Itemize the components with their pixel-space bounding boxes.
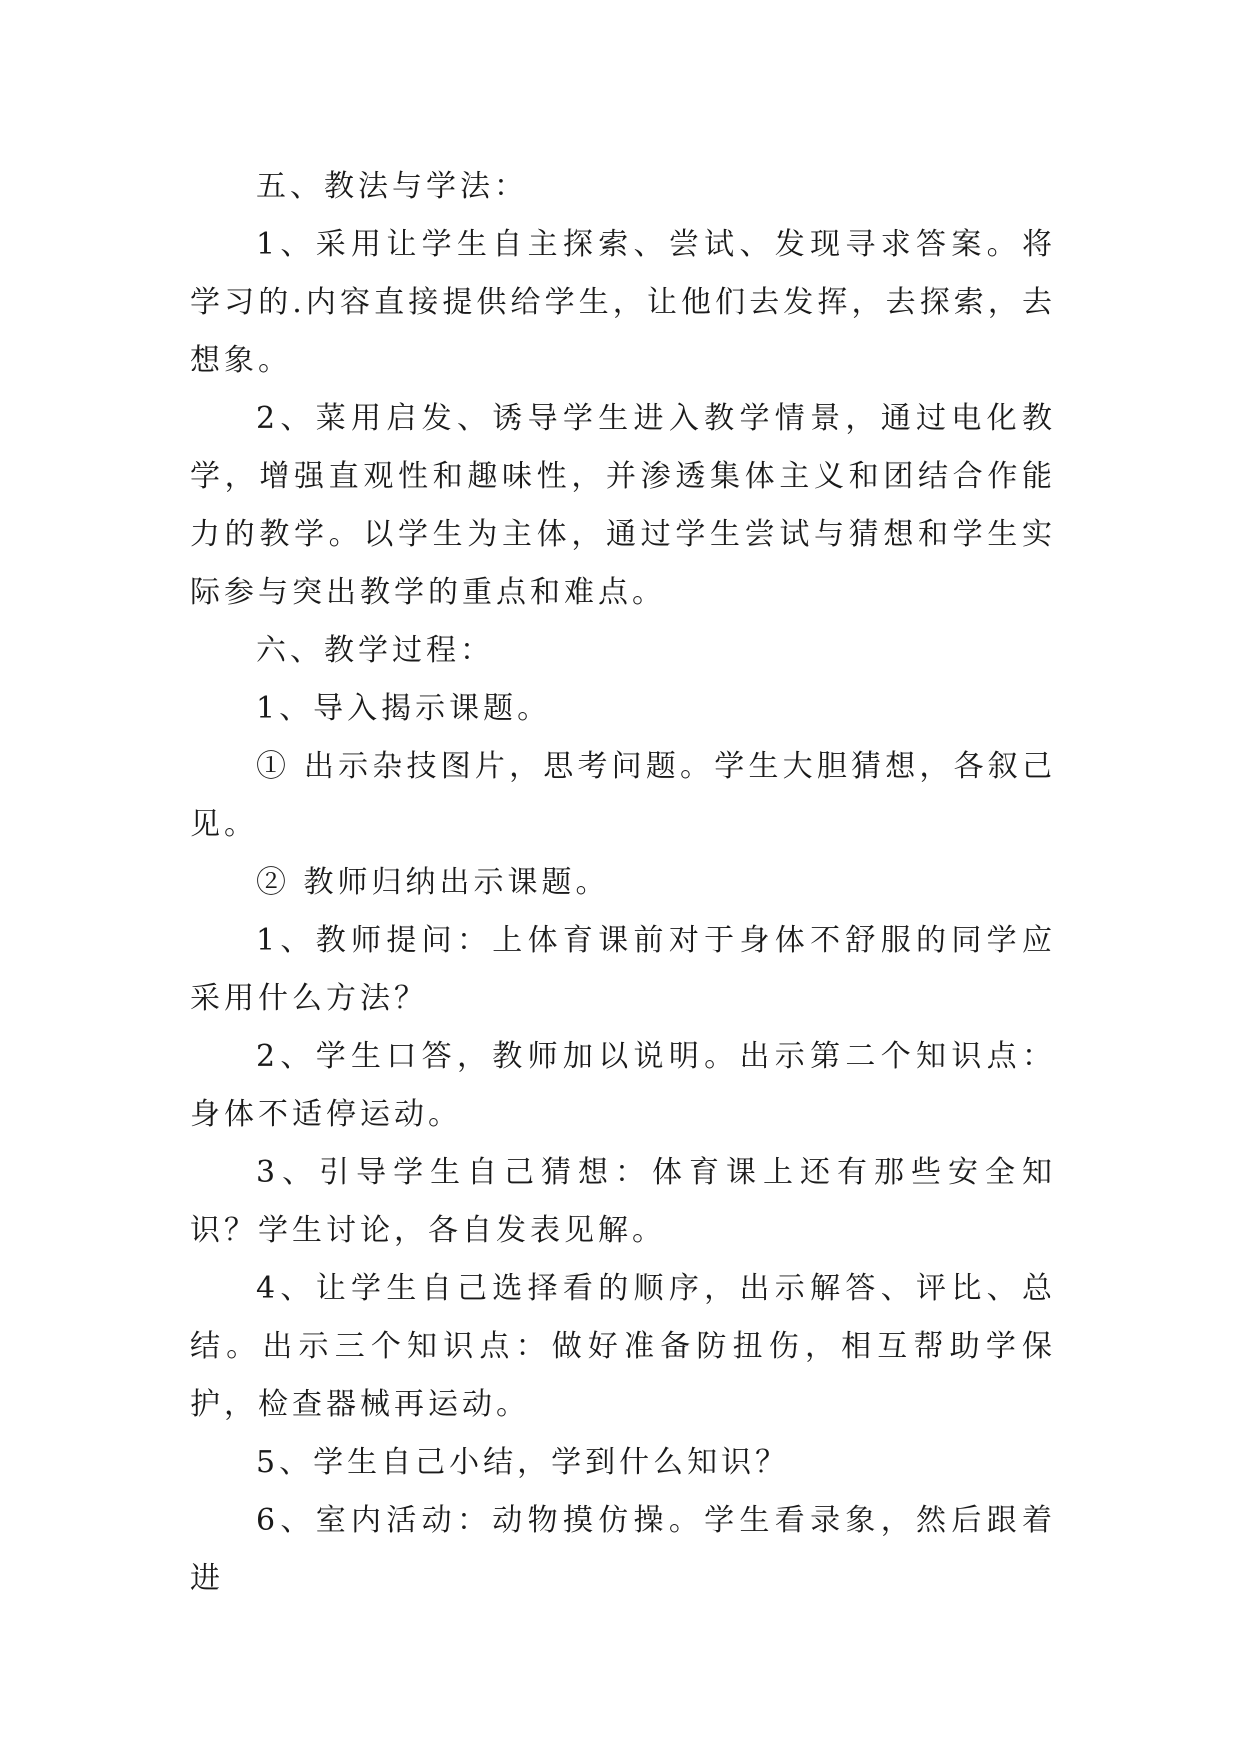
- paragraph-item-4: 4、让学生自己选择看的顺序，出示解答、评比、总结。出示三个知识点：做好准备防扭伤，相互帮助学保护，检查器械再运动。: [190, 1271, 1056, 1422]
- paragraph-item-5: 5、学生自己小结，学到什么知识？: [256, 1445, 790, 1480]
- paragraph-item-1: 1、教师提问：上体育课前对于身体不舒服的同学应采用什么方法？: [190, 923, 1056, 1016]
- section-heading-process: 六、教学过程：: [256, 633, 494, 668]
- paragraph-method-1: 1、采用让学生自主探索、尝试、发现寻求答案。将学习的.内容直接提供给学生，让他们去发挥，去探索，去想象。: [190, 227, 1056, 378]
- paragraph-item-6: 6、室内活动：动物摸仿操。学生看录象，然后跟着进: [190, 1503, 1056, 1596]
- document-body: [190, 158, 1056, 1608]
- paragraph-item-3: 3、引导学生自己猜想：体育课上还有那些安全知识？学生讨论，各自发表见解。: [190, 1155, 1056, 1248]
- paragraph-item-2: 2、学生口答，教师加以说明。出示第二个知识点：身体不适停运动。: [190, 1039, 1056, 1132]
- paragraph-substep-1: ① 出示杂技图片，思考问题。学生大胆猜想，各叙己见。: [190, 749, 1056, 842]
- section-heading-methods: 五、教法与学法：: [256, 169, 528, 204]
- paragraph-method-2: 2、菜用启发、诱导学生进入教学情景，通过电化教学，增强直观性和趣味性，并渗透集体主义和团结合作能力的教学。以学生为主体，通过学生尝试与猜想和学生实际参与突出教学的重点和难点。: [190, 401, 1056, 610]
- paragraph-substep-2: ② 教师归纳出示课题。: [256, 865, 610, 900]
- paragraph-step-1: 1、导入揭示课题。: [256, 691, 552, 726]
